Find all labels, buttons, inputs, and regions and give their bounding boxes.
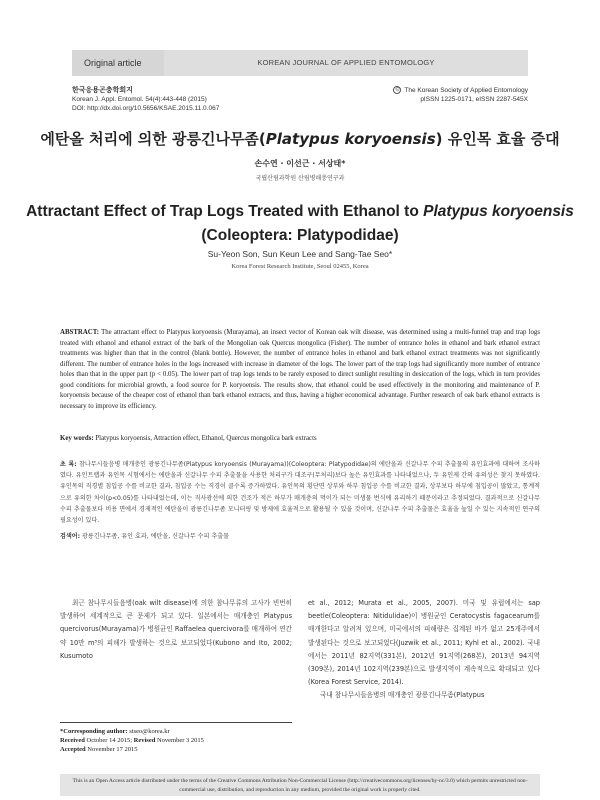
title-en-subtitle: (Coleoptera: Platypodidae) (201, 227, 399, 244)
corresponding-label: *Corresponding author: (60, 728, 128, 735)
abstract-english (60, 328, 540, 412)
copyright-holder: The Korean Society of Applied Entomology (404, 87, 528, 94)
affiliation-english: Korea Forest Research Institute, Seoul 02455, Korea (231, 263, 369, 270)
body-column-left: 최근 참나무시들음병(oak wilt disease)에 의한 참나무류의 고사가 빈번히 발생하여 세계적으로 큰 문제가 되고 있다. 일본에서는 매개충인 Platypus quercivorus(Murayama)가 병원균인 Raffaelea quercivora를 매개하여 연간 약 10만 m³의 피해가 발생하는 것으로 보고되었다(Kubono and Ito, 2002; Kusumoto (60, 599, 292, 660)
title-en-part: Attractant Effect of Trap Logs Treated with Ethanol to (26, 203, 424, 220)
license-footer: This is an Open Access article distributed under the terms of the Creative Commons Attribution Non-Commercial License (http://creativecommons.org/licenses/by-nc/3.0) which permits unrestricted non-commercial use, distribution, and reproduction in any medium, provided the original work is properly cited. (60, 774, 540, 796)
accepted-label: Accepted (60, 746, 86, 753)
body-paragraph: et al., 2012; Murata et al., 2005, 2007). 미국 및 유럽에서는 sap beetle(Coleoptera: Nitidulidae)이 병원균인 Ceratocystis fagacearum를 매개한다고 알려져 있으며, 미국에서의 피해량은 집계된 바가 없고 25개주에서 발생된다는 것으로 보고되었다(Juzwik et al., 2011; Kyhl et al., 2002). 국내에서는 2011년 82지역(331본), 2012년 91지역(268본), 2013년 94지역(309본), 2014년 102지역(239본)으로 발생지역이 계속적으로 확대되고 있다(Korea Forest Service, 2014). (308, 599, 540, 687)
keywords-label: Key words: (60, 435, 94, 442)
accepted-date: November 17 2015 (85, 746, 138, 753)
abstract-kr-text: 참나무시들음병 매개충인 광릉긴나무좀(Platypus koryoensis (Murayama))(Coleoptera: Platypodidae)의 에탄올과 신갈나무 수피 추출물의 유인효과에 대하여 조사하였다. 유인트랩과 유인목 시험에서는 에탄올과 신갈나무 수피 추출물을 사용한 처리구가 대조구(무처리)보다 높은 유인효과를 나타내었으나, 두 유인제 간의 유의성은 찾지 못하였다. 유인목의 직경별 침입공 수를 비교한 결과, 침입공 수는 직경이 클수록 증가하였다. 유인목의 횡단면 상부와 하부 침입공 수를 비교한 결과, 상부보다 하부에 침입공이 많았고, 통계적으로 유의한 차이(p<0.05)를 나타내었는데, 이는 직사광선에 의한 건조가 적은 하부가 매개충의 먹이가 되는 미생물 번식에 유리하기 때문이라고 추정되었다. 결과적으로 신갈나무 수피 추출물보다 비용 면에서 경제적인 에탄올이 광릉긴나무좀 모니터링 및 방제에 효율적으로 활용될 수 있을 것이며, 신갈나무 수피 추출물은 효율을 높일 수 있는 지속적인 연구의 필요성이 있다. (60, 461, 540, 525)
title-kr-part: ) 유인목 효율 증대 (435, 130, 560, 148)
citation-line: Korean J. Appl. Entomol. 54(4):443-448 (2015) (72, 96, 207, 103)
revised-label: Revised (133, 737, 156, 744)
abstract-label: ABSTRACT: (60, 329, 100, 336)
doi-link[interactable]: DOI: http://dx.doi.org/10.5656/KSAE.2015.11.0.067 (72, 105, 220, 112)
authors-english: Su-Yeon Son, Sun Keun Lee and Sang-Tae Seo* (207, 249, 393, 259)
title-kr-part: 에탄올 처리에 의한 광릉긴나무좀( (40, 130, 266, 148)
journal-kr-name: 한국응용곤충학회지 (72, 87, 133, 94)
body-paragraph: 국내 참나무시들음병의 매개충인 광릉긴나무좀(Platypus (320, 691, 485, 700)
title-kr-species: Platypus koryoensis (265, 130, 436, 148)
received-label: Received (60, 737, 85, 744)
keywords-kr-label: 검색어: (60, 533, 81, 540)
keywords-text: Platypus koryoensis, Attraction effect, Ethanol, Quercus mongolica bark extracts (93, 435, 317, 442)
citation-block (72, 86, 219, 113)
copyright-icon: © (393, 86, 401, 94)
abstract-text: The attractant effect to Platypus koryoensis (Murayama), an insect vector of Korean oak wilt disease, was determined using a multi-funnel trap and trap logs treated with ethanol and ethanol extract of the bark of the Mongolian oak Quercus mongolica (Fisher). The number of entrance holes in ethanol and bark ethanol extract treatments was higher than that in the control (blank bottle). However, the number of entrance holes in ethanol and bark ethanol extract treatments was not significantly different. The number of entrance holes in the logs increased with increase in diameter of the logs. The lower part of the trap logs had significantly more number of entrance holes than that in the upper part (p < 0.05). The lower part of trap logs tends to be rarely exposed to direct sunlight resulting in desiccation of the logs, which in turn provides good conditions for microbial growth, a food source for P. koryoensis. The results show, that ethanol could be used effectively in the monitoring and maintenance of P. koryoensis because of the cheaper cost of ethanol than bark ethanol extracts, and thus, having a higher economical advantage. Further research of oak bark ethanol extracts is necessary to improve its efficiency. (60, 329, 540, 410)
body-column-right (308, 597, 540, 703)
authors-korean: 손수연 · 이선근 · 서상태* (254, 159, 346, 168)
issn-line: pISSN 1225-0171, eISSN 2287-545X (420, 96, 528, 103)
title-korean (0, 128, 600, 149)
keywords-kr-text: 광릉긴나무좀, 유인 효과, 에탄올, 신갈나무 수피 추출물 (80, 533, 229, 540)
abstract-kr-label: 초 록: (60, 461, 77, 468)
revised-date: November 3 2015 (155, 737, 204, 744)
abstract-korean (60, 459, 540, 526)
article-type-label: Original article (72, 50, 164, 76)
title-english (0, 200, 600, 248)
affiliation-korean: 국립산림과학원 산림병해충연구과 (255, 175, 345, 182)
correspondence-block (60, 722, 292, 754)
received-date: October 14 2015; (84, 737, 134, 744)
title-en-species: Platypus koryoensis (423, 203, 574, 220)
keywords-english (60, 434, 540, 444)
keywords-korean (60, 532, 540, 542)
corresponding-email[interactable]: stseo@korea.kr (127, 728, 170, 735)
journal-name: KOREAN JOURNAL OF APPLIED ENTOMOLOGY (164, 50, 528, 76)
copyright-block (393, 86, 528, 104)
journal-header-bar (0, 50, 600, 76)
